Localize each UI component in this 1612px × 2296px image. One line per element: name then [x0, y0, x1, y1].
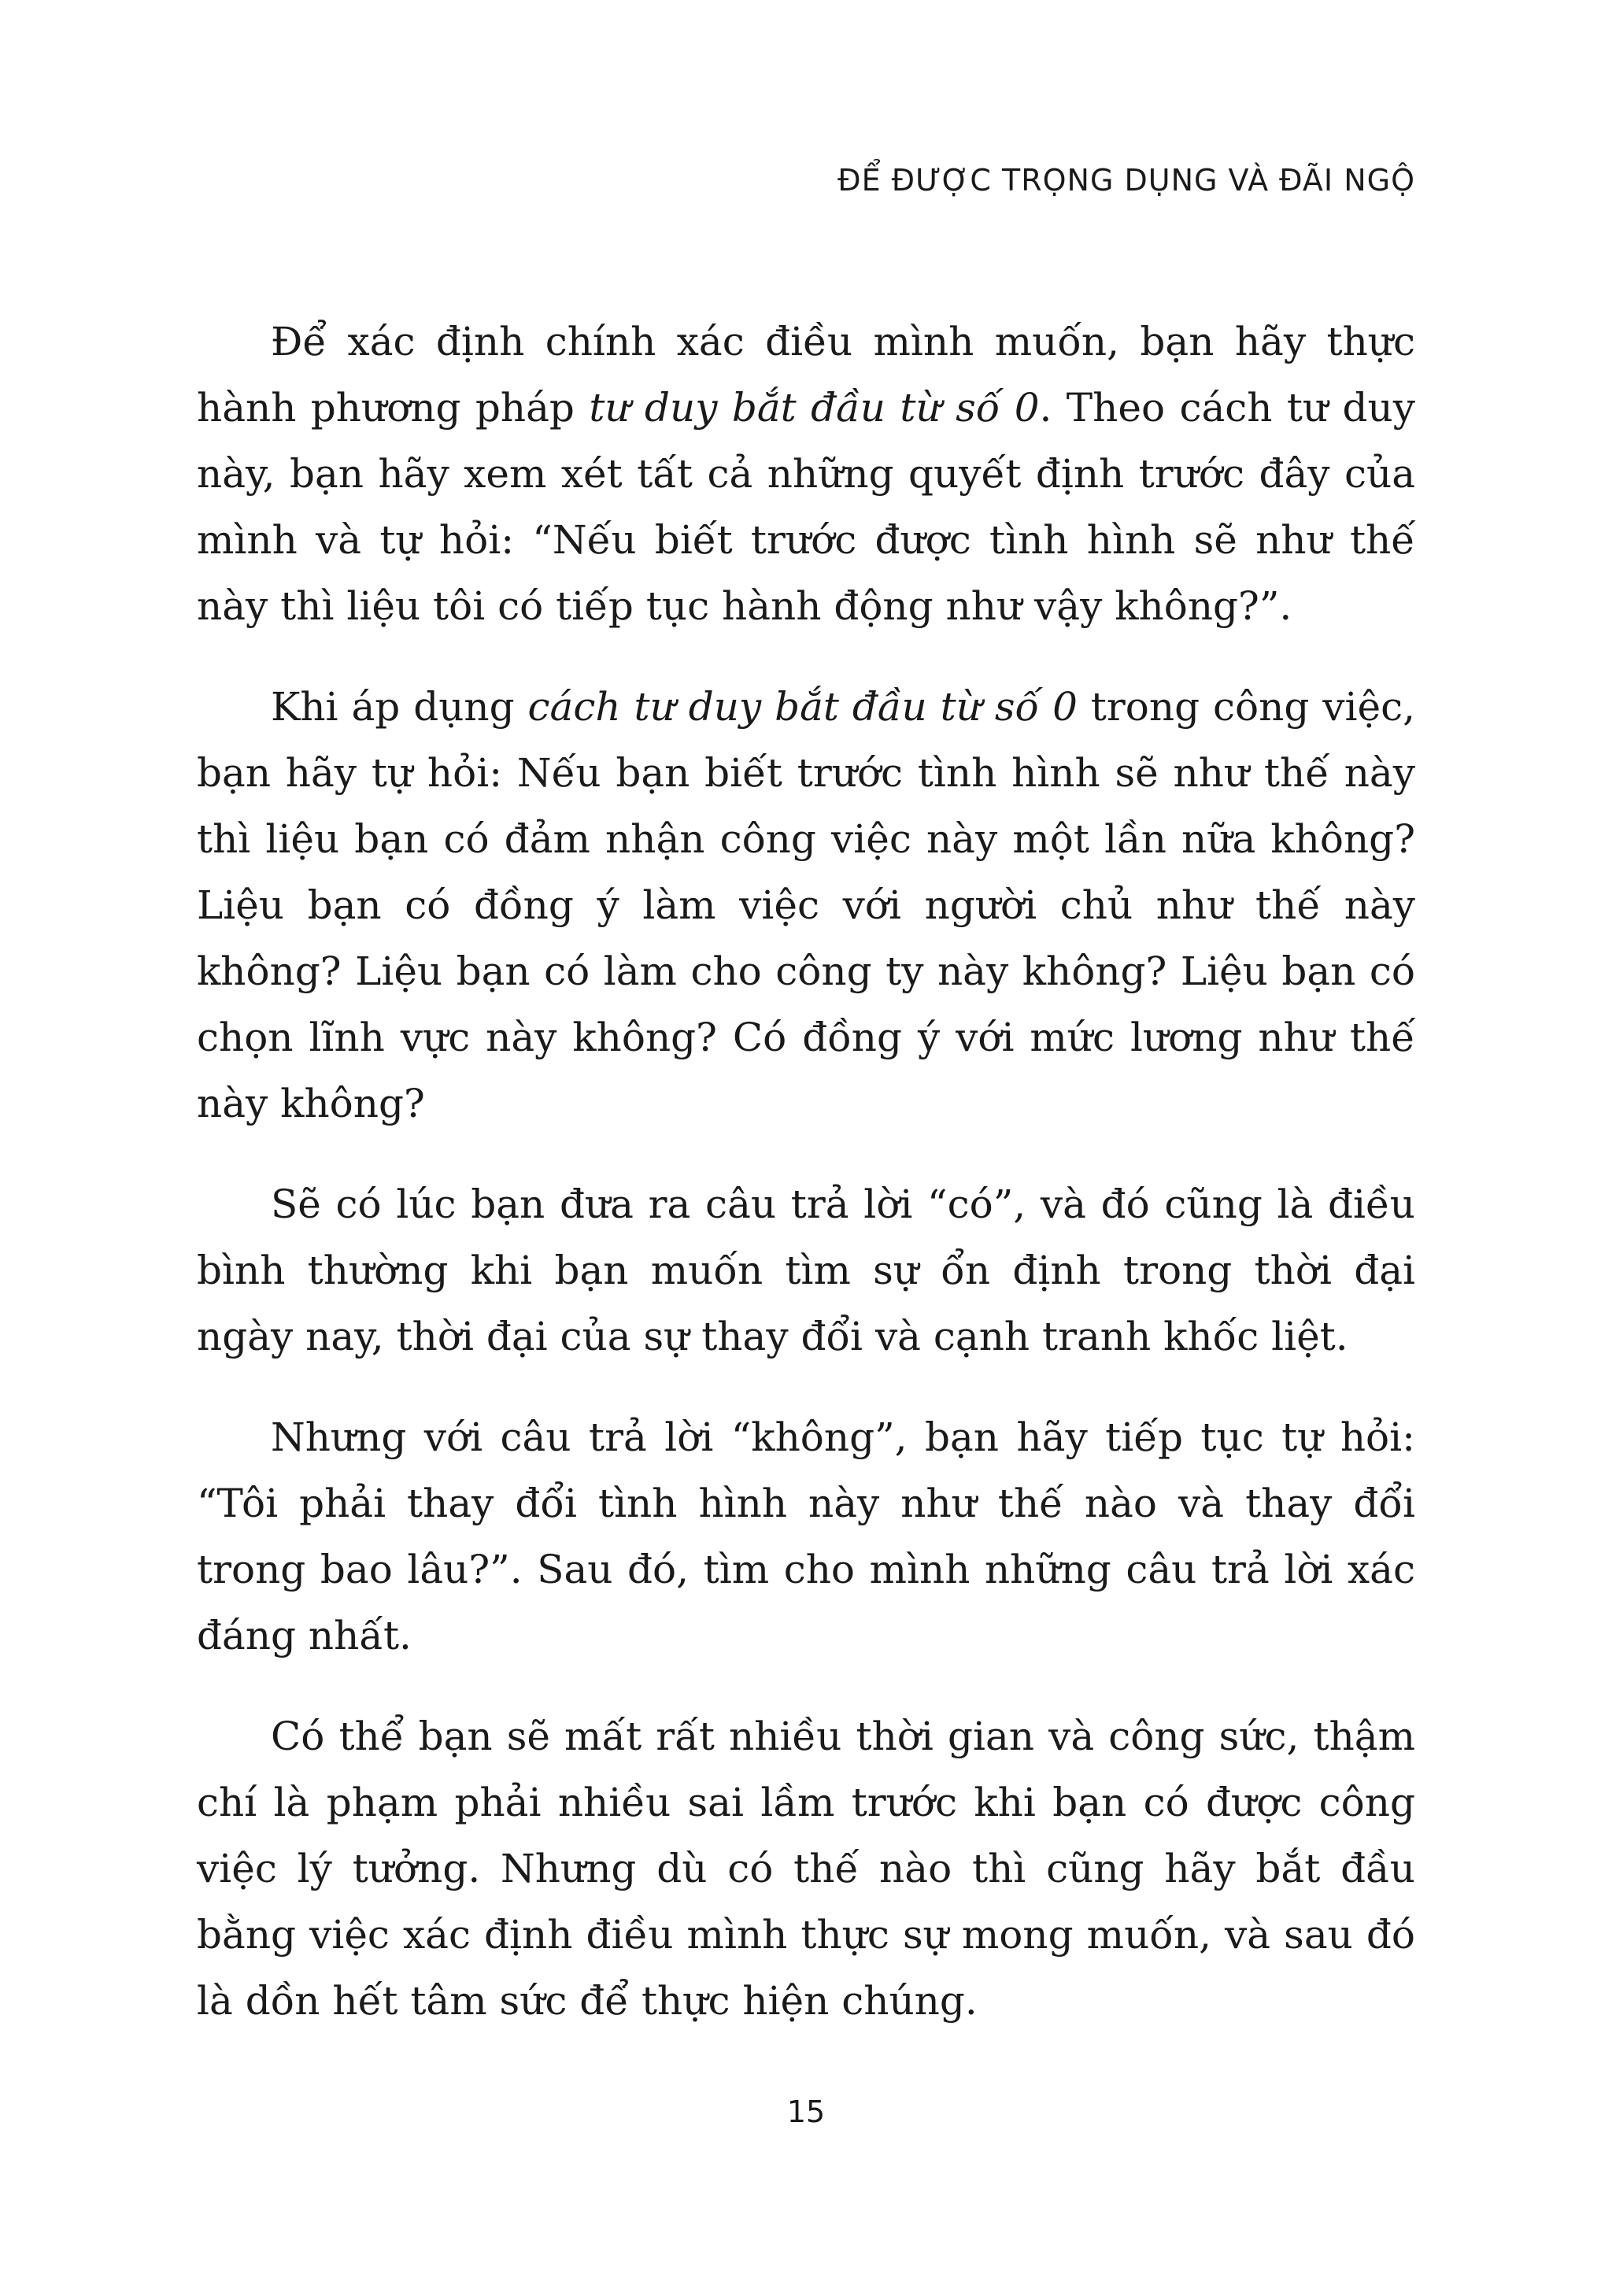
paragraph-4: Nhưng với câu trả lời “không”, bạn hãy tiếp tục tự hỏi: “Tôi phải thay đổi tình hình này như thế nào và thay đổi trong bao lâu?”. Sau đó, tìm cho mình những câu trả lời xác đáng nhất. [197, 1414, 1415, 1658]
page-number: 15 [786, 2094, 826, 2129]
body-text [197, 309, 1415, 2034]
paragraph-2-italic-term: cách tư duy bắt đầu từ số 0 [527, 684, 1078, 730]
paragraph-3: Sẽ có lúc bạn đưa ra câu trả lời “có”, và đó cũng là điều bình thường khi bạn muốn tìm sự ổn định trong thời đại ngày nay, thời đại của sự thay đổi và cạnh tranh khốc liệt. [197, 1181, 1415, 1359]
paragraph-1-italic-term: tư duy bắt đầu từ số 0 [589, 385, 1040, 431]
paragraph-5: Có thể bạn sẽ mất rất nhiều thời gian và công sức, thậm chí là phạm phải nhiều sai lầm trước khi bạn có được công việc lý tưởng. Nhưng dù có thế nào thì cũng hãy bắt đầu bằng việc xác định điều mình thực sự mong muốn, và sau đó là dồn hết tâm sức để thực hiện chúng. [197, 1714, 1415, 2024]
paragraph-1 [197, 309, 1415, 639]
paragraph-2-text-end: trong công việc, bạn hãy tự hỏi: Nếu bạn biết trước tình hình sẽ như thế này thì liệu bạn có đảm nhận công việc này một lần nữa không? Liệu bạn có đồng ý làm việc với người chủ như thế này không? Liệu bạn có làm cho công ty này không? Liệu bạn có chọn lĩnh vực này không? Có đồng ý với mức lương như thế này không? [197, 684, 1415, 1126]
paragraph-1-text-end: . Theo cách tư duy này, bạn hãy xem xét tất cả những quyết định trước đây của mình và tự hỏi: “Nếu biết trước được tình hình sẽ như thế này thì liệu tôi có tiếp tục hành động như vậy không?”. [197, 385, 1415, 629]
paragraph-1-text-start: Để xác định chính xác điều mình muốn, bạn hãy thực hành phương pháp [197, 319, 1415, 431]
paragraph-2 [197, 674, 1415, 1137]
paragraph-2-text-start: Khi áp dụng [271, 684, 528, 730]
running-header: ĐỂ ĐƯỢC TRỌNG DỤNG VÀ ĐÃI NGỘ [837, 163, 1415, 198]
